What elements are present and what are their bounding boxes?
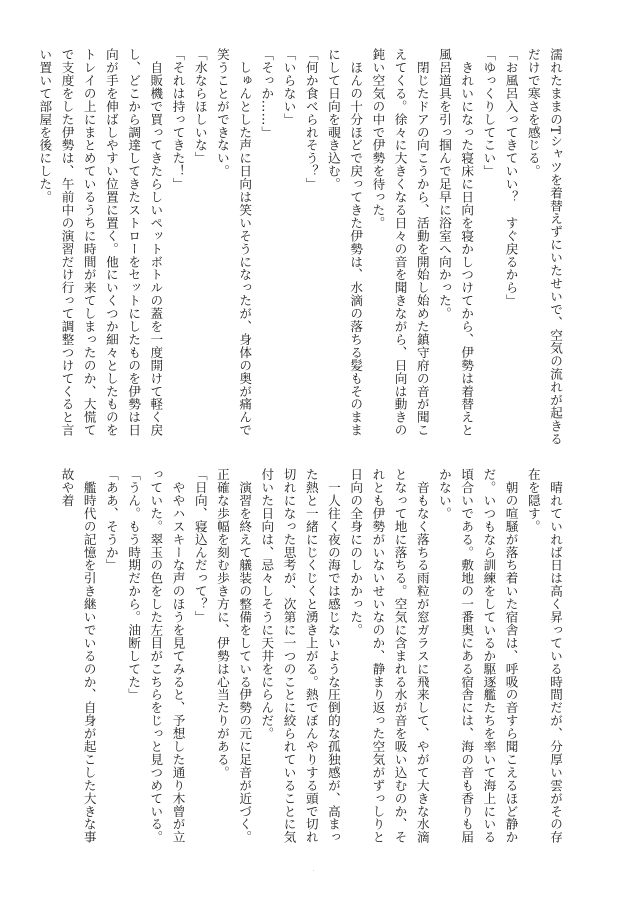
dialogue-line: 「ああ、そうか」 xyxy=(103,468,119,572)
dialogue-line: 「ゆっくりしてこい」 xyxy=(481,48,497,178)
paragraph: 朝の喧騒が落ち着いた宿舎は、呼吸の音すら聞こえるほど静かだ。いつもなら訓練をしているか駆逐艦たちを率いて海上にいる頃合いである。敷地の一番奥にある宿舎には、海の音も香りも届かない。 xyxy=(436,468,519,844)
dialogue-line: 「そっか……」 xyxy=(259,48,275,139)
paragraph: 音もなく落ちる雨粒が窓ガラスに飛来して、やがて大きな水滴となって地に落ちる。空気に含まれる水が音を吸い込むのか、それとも伊勢がいないせいなのか、静まり返った空気がずっしりと日向の全身にのしかかった。 xyxy=(348,468,430,844)
paragraph: 濡れたままのTシャツを着替えずにいたせいで、空気の流れが起きるだけで寒さを感じる。 xyxy=(525,48,563,446)
dialogue-line: 「何か食べられそう？」 xyxy=(303,48,319,191)
dialogue-line: 「うん。もう時期だから。油断してた」 xyxy=(126,468,142,702)
paragraph: 閉じたドアの向こうから、活動を開始し始めた鎮守府の音が聞こえてくる。徐々に大きくなる日々の音を聞きながら、日向は動きの鈍い空気の中で伊勢を待った。 xyxy=(370,48,430,437)
paragraph: ほんの十分ほどで戻ってきた伊勢は、水滴の落ちる髪もそのままにして日向を覗き込む。 xyxy=(325,48,364,437)
paragraph: 晴れていれば日は高く昇っている時間だが、分厚い雲がその存在を隠す。 xyxy=(525,468,563,844)
paragraph: しゅんとした声に日向は笑いそうになったが、身体の奥が痛んで笑うことができない。 xyxy=(214,48,253,437)
dialogue-line: 「お風呂入ってきていい？ すぐ戻るから」 xyxy=(503,48,519,307)
page-mark: ٠ xyxy=(312,867,316,874)
lower-text-block xyxy=(59,468,566,848)
paragraph: 自販機で買ってきたらしいペットボトルの蓋を一度開けて軽く戻し、どこから調達してきたストローをセットにしたものを伊勢は日向が手を伸ばしやすい位置に置く。他にいくつか細々としたものをトレイの上にまとめているうちに時間が来てしまったのか、大慌てで支度をした伊勢は、午前中の演習だけ行って調整つけてくると言い置いて部屋を後にした。 xyxy=(37,48,164,437)
dialogue-line: 「それは持ってきた！」 xyxy=(170,48,186,191)
paragraph: 演習を終えて艤装の整備をしている伊勢の元に足音が近づく。正確な歩幅を刻む歩き方に、伊勢は心当たりがある。 xyxy=(214,468,253,844)
dialogue-line: 「水ならほしいな」 xyxy=(192,48,208,165)
dialogue-line: 「いらない」 xyxy=(281,48,297,126)
dialogue-line: 「日向、寝込んだって？」 xyxy=(192,468,208,624)
paragraph: 艦時代の記憶を引き継いでいるのか、自身が起こした大きな事故や着 xyxy=(59,468,97,844)
paragraph: 一人往く夜の海では感じないような圧倒的な孤独感が、高まった熱と一緒にじくじくと湧き上がる。熱でぼんやりする頭で切れ切れになった思考が、次第に一つのことに絞られていることに気付いた日向は、忌々しそうに天井をにらんだ。 xyxy=(259,468,341,844)
upper-text-block xyxy=(37,48,566,448)
paragraph: きれいになった寝床に日向を寝かしつけてから、伊勢は着替えと風呂道具を引っ掴んで足早に浴室へ向かった。 xyxy=(436,48,475,437)
paragraph: ややハスキーな声のほうを見てみると、予想した通り木曾が立っていた。翠玉の色をした左目がこちらをじっと見つめている。 xyxy=(148,468,186,844)
